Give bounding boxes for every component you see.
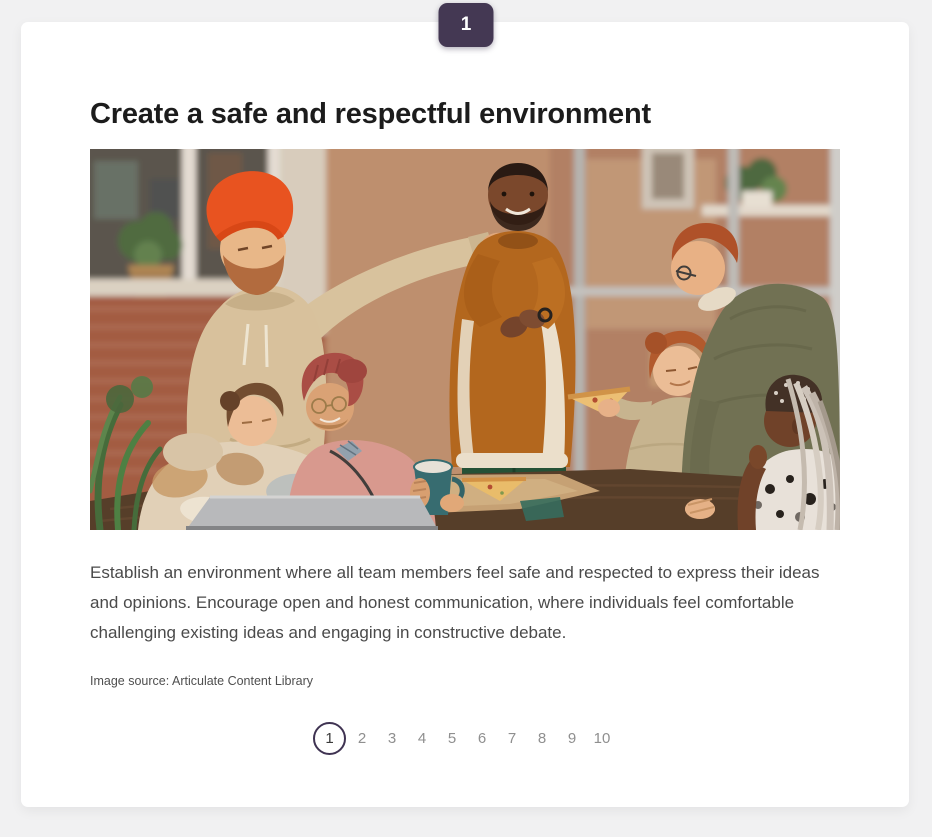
step-number-badge: [439, 3, 494, 47]
lesson-photo: [90, 149, 840, 530]
lesson-content: [90, 22, 840, 755]
pagination-page-6[interactable]: 6: [477, 730, 487, 747]
pagination-page-9[interactable]: 9: [567, 730, 577, 747]
lesson-body-text: Establish an environment where all team members feel safe and respected to express their ideas and opinions. Encourage open and honest communication, where individuals feel comfortable challenging existing ideas and engaging in constructive debate.: [90, 563, 820, 642]
pagination-page-8[interactable]: 8: [537, 730, 547, 747]
step-number: 1: [460, 14, 472, 35]
pagination-page-7[interactable]: 7: [507, 730, 517, 747]
pagination-page-4[interactable]: 4: [417, 730, 427, 747]
pagination-page-2[interactable]: 2: [357, 730, 367, 747]
pagination-page-1[interactable]: 1: [313, 722, 346, 755]
pagination: [90, 722, 840, 755]
pagination-page-5[interactable]: 5: [447, 730, 457, 747]
photo-warm-overlay: [90, 149, 840, 530]
lesson-title: Create a safe and respectful environment: [90, 98, 651, 130]
lesson-photo-illustration: [90, 149, 840, 530]
pagination-page-3[interactable]: 3: [387, 730, 397, 747]
image-source-caption: Image source: Articulate Content Library: [90, 674, 314, 688]
pagination-page-10[interactable]: 10: [593, 730, 611, 747]
lesson-card: [21, 22, 909, 807]
